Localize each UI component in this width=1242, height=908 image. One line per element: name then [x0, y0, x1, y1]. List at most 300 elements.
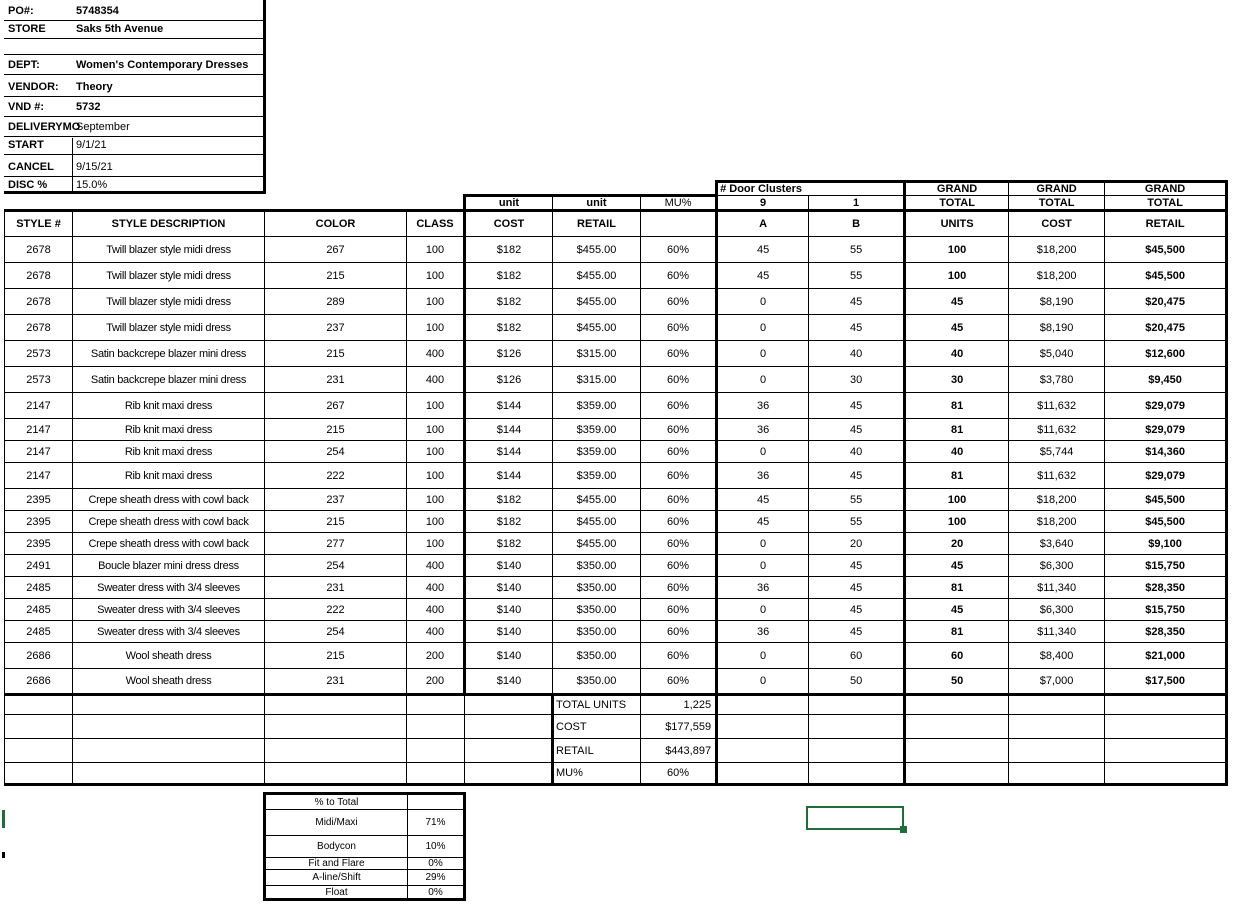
- mu-cell[interactable]: 60%: [641, 621, 717, 643]
- tretail-cell[interactable]: $28,350: [1105, 621, 1227, 643]
- cost-cell[interactable]: $182: [465, 511, 553, 533]
- style-cell[interactable]: 2395: [5, 489, 73, 511]
- cost-cell[interactable]: $126: [465, 341, 553, 367]
- cluster-a-cell[interactable]: 0: [717, 555, 809, 577]
- cost-cell[interactable]: $144: [465, 441, 553, 463]
- cluster-9-header[interactable]: 9: [717, 196, 809, 211]
- tcost-cell[interactable]: $3,640: [1009, 533, 1105, 555]
- cost-cell[interactable]: $140: [465, 555, 553, 577]
- color-cell[interactable]: 289: [265, 289, 407, 315]
- total-units-value[interactable]: 1,225: [641, 695, 717, 715]
- cluster-a-cell[interactable]: 0: [717, 441, 809, 463]
- tcost-cell[interactable]: $8,190: [1009, 289, 1105, 315]
- table-row: [5, 419, 1227, 441]
- desc-cell[interactable]: Crepe sheath dress with cowl back: [73, 533, 265, 555]
- cluster-b-cell[interactable]: 40: [809, 441, 905, 463]
- cluster-b-cell[interactable]: 55: [809, 489, 905, 511]
- tretail-cell[interactable]: $14,360: [1105, 441, 1227, 463]
- tretail-cell[interactable]: $20,475: [1105, 289, 1227, 315]
- table-row: [5, 621, 1227, 643]
- desc-cell[interactable]: Rib knit maxi dress: [73, 463, 265, 489]
- mu-cell[interactable]: 60%: [641, 419, 717, 441]
- tcost-cell[interactable]: $7,000: [1009, 669, 1105, 695]
- class-cell[interactable]: 100: [407, 315, 465, 341]
- class-cell[interactable]: 400: [407, 367, 465, 393]
- class-cell[interactable]: 400: [407, 577, 465, 599]
- po-row[interactable]: [4, 2, 266, 21]
- cluster-a-cell[interactable]: 36: [717, 577, 809, 599]
- style-cell[interactable]: 2147: [5, 419, 73, 441]
- cluster-a-cell[interactable]: 0: [717, 669, 809, 695]
- desc-col-header[interactable]: STYLE DESCRIPTION: [73, 211, 265, 237]
- style-cell[interactable]: 2485: [5, 621, 73, 643]
- tcost-cell[interactable]: $11,632: [1009, 463, 1105, 489]
- tcost-cell[interactable]: $5,744: [1009, 441, 1105, 463]
- start-row[interactable]: [4, 136, 266, 155]
- gretail-col-header[interactable]: RETAIL: [1105, 211, 1227, 237]
- style-cell[interactable]: 2678: [5, 263, 73, 289]
- tcost-cell[interactable]: $8,190: [1009, 315, 1105, 341]
- door-clusters-header[interactable]: # Door Clusters: [717, 182, 905, 196]
- cluster-a-cell[interactable]: 45: [717, 237, 809, 263]
- tcost-cell[interactable]: $11,632: [1009, 419, 1105, 441]
- color-cell[interactable]: 231: [265, 669, 407, 695]
- delivery-row[interactable]: [4, 116, 266, 137]
- mix-label[interactable]: Fit and Flare: [265, 858, 408, 870]
- mix-row: [265, 836, 465, 858]
- retail-cell[interactable]: $315.00: [553, 367, 641, 393]
- mu-header[interactable]: MU%: [641, 196, 717, 211]
- tretail-cell[interactable]: $29,079: [1105, 419, 1227, 441]
- mix-title-value[interactable]: [408, 794, 465, 810]
- retail-cell[interactable]: $455.00: [553, 237, 641, 263]
- units-cell[interactable]: 30: [905, 367, 1009, 393]
- desc-cell[interactable]: Satin backcrepe blazer mini dress: [73, 367, 265, 393]
- desc-cell[interactable]: Rib knit maxi dress: [73, 441, 265, 463]
- cost-cell[interactable]: $144: [465, 393, 553, 419]
- units-cell[interactable]: 45: [905, 555, 1009, 577]
- mix-value[interactable]: 0%: [408, 886, 465, 900]
- style-cell[interactable]: 2573: [5, 367, 73, 393]
- vendor-value: Theory: [76, 81, 113, 93]
- color-cell[interactable]: 254: [265, 441, 407, 463]
- style-cell[interactable]: 2485: [5, 577, 73, 599]
- mu-cell[interactable]: 60%: [641, 441, 717, 463]
- retail-col-header[interactable]: RETAIL: [553, 211, 641, 237]
- cluster-b-cell[interactable]: 45: [809, 393, 905, 419]
- color-cell[interactable]: 277: [265, 533, 407, 555]
- retail-cell[interactable]: $359.00: [553, 419, 641, 441]
- desc-cell[interactable]: Twill blazer style midi dress: [73, 237, 265, 263]
- cluster-a-cell[interactable]: 36: [717, 463, 809, 489]
- cluster-b-cell[interactable]: 45: [809, 599, 905, 621]
- style-cell[interactable]: 2395: [5, 533, 73, 555]
- color-cell[interactable]: 215: [265, 419, 407, 441]
- tcost-cell[interactable]: $8,400: [1009, 643, 1105, 669]
- retail-cell[interactable]: $350.00: [553, 643, 641, 669]
- dept-row[interactable]: [4, 54, 266, 75]
- class-cell[interactable]: 100: [407, 511, 465, 533]
- color-cell[interactable]: 231: [265, 367, 407, 393]
- tcost-cell[interactable]: $6,300: [1009, 599, 1105, 621]
- mu-cell[interactable]: 60%: [641, 341, 717, 367]
- class-cell[interactable]: 400: [407, 555, 465, 577]
- units-cell[interactable]: 81: [905, 419, 1009, 441]
- color-cell[interactable]: 215: [265, 263, 407, 289]
- cost-cell[interactable]: $140: [465, 643, 553, 669]
- mix-value[interactable]: 0%: [408, 858, 465, 870]
- mix-label[interactable]: A-line/Shift: [265, 870, 408, 886]
- mix-table: [263, 792, 466, 901]
- units-cell[interactable]: 81: [905, 621, 1009, 643]
- retail-cell[interactable]: $455.00: [553, 289, 641, 315]
- color-cell[interactable]: 215: [265, 341, 407, 367]
- cost-cell[interactable]: $126: [465, 367, 553, 393]
- units-cell[interactable]: 20: [905, 533, 1009, 555]
- total-retail-header[interactable]: TOTAL: [1105, 196, 1227, 211]
- cluster-b-cell[interactable]: 55: [809, 511, 905, 533]
- cluster-b-cell[interactable]: 45: [809, 621, 905, 643]
- cost-col-header[interactable]: COST: [465, 211, 553, 237]
- cluster-b-cell[interactable]: 45: [809, 315, 905, 341]
- retail-cell[interactable]: $455.00: [553, 533, 641, 555]
- class-cell[interactable]: 200: [407, 643, 465, 669]
- cluster-b-cell[interactable]: 20: [809, 533, 905, 555]
- store-value: Saks 5th Avenue: [76, 23, 164, 35]
- desc-cell[interactable]: Rib knit maxi dress: [73, 393, 265, 419]
- mu-cell[interactable]: 60%: [641, 393, 717, 419]
- class-cell[interactable]: 200: [407, 669, 465, 695]
- grand-retail-header[interactable]: GRAND: [1105, 182, 1227, 196]
- mix-label[interactable]: Midi/Maxi: [265, 810, 408, 836]
- retail-cell[interactable]: $359.00: [553, 393, 641, 419]
- class-cell[interactable]: 400: [407, 341, 465, 367]
- units-cell[interactable]: 100: [905, 237, 1009, 263]
- tcost-cell[interactable]: $18,200: [1009, 489, 1105, 511]
- mu-cell[interactable]: 60%: [641, 367, 717, 393]
- cost-cell[interactable]: $140: [465, 577, 553, 599]
- class-cell[interactable]: 100: [407, 393, 465, 419]
- desc-cell[interactable]: Boucle blazer mini dress dress: [73, 555, 265, 577]
- mu-cell[interactable]: 60%: [641, 237, 717, 263]
- mu-cell[interactable]: 60%: [641, 669, 717, 695]
- cluster-a-header[interactable]: A: [717, 211, 809, 237]
- class-cell[interactable]: 100: [407, 533, 465, 555]
- mix-value[interactable]: 10%: [408, 836, 465, 858]
- tretail-cell[interactable]: $9,450: [1105, 367, 1227, 393]
- units-cell[interactable]: 81: [905, 393, 1009, 419]
- style-cell[interactable]: 2485: [5, 599, 73, 621]
- cluster-a-cell[interactable]: 0: [717, 599, 809, 621]
- color-cell[interactable]: 254: [265, 621, 407, 643]
- color-cell[interactable]: 267: [265, 237, 407, 263]
- table-row: [5, 669, 1227, 695]
- class-cell[interactable]: 400: [407, 599, 465, 621]
- desc-cell[interactable]: Satin backcrepe blazer mini dress: [73, 341, 265, 367]
- tcost-cell[interactable]: $11,632: [1009, 393, 1105, 419]
- class-cell[interactable]: 100: [407, 419, 465, 441]
- class-cell[interactable]: 100: [407, 463, 465, 489]
- cluster-b-cell[interactable]: 40: [809, 341, 905, 367]
- mu-cell[interactable]: 60%: [641, 511, 717, 533]
- retail-cell[interactable]: $350.00: [553, 555, 641, 577]
- grand-cost-header[interactable]: GRAND: [1009, 182, 1105, 196]
- units-cell[interactable]: 81: [905, 463, 1009, 489]
- units-cell[interactable]: 45: [905, 599, 1009, 621]
- tretail-cell[interactable]: $28,350: [1105, 577, 1227, 599]
- tcost-cell[interactable]: $18,200: [1009, 511, 1105, 533]
- style-cell[interactable]: 2678: [5, 315, 73, 341]
- cluster-b-header[interactable]: B: [809, 211, 905, 237]
- color-col-header[interactable]: COLOR: [265, 211, 407, 237]
- color-cell[interactable]: 254: [265, 555, 407, 577]
- mu-cell[interactable]: 60%: [641, 643, 717, 669]
- style-cell[interactable]: 2573: [5, 341, 73, 367]
- desc-cell[interactable]: Wool sheath dress: [73, 643, 265, 669]
- style-cell[interactable]: 2491: [5, 555, 73, 577]
- tretail-cell[interactable]: $20,475: [1105, 315, 1227, 341]
- cost-cell[interactable]: $182: [465, 533, 553, 555]
- retail-cell[interactable]: $455.00: [553, 315, 641, 341]
- retail-cell[interactable]: $455.00: [553, 489, 641, 511]
- table-row: [5, 441, 1227, 463]
- cluster-a-cell[interactable]: 0: [717, 289, 809, 315]
- cost-cell[interactable]: $144: [465, 463, 553, 489]
- mix-label[interactable]: Float: [265, 886, 408, 900]
- total-retail-label[interactable]: RETAIL: [553, 739, 641, 763]
- style-cell[interactable]: 2678: [5, 289, 73, 315]
- desc-cell[interactable]: Twill blazer style midi dress: [73, 315, 265, 341]
- cluster-b-cell[interactable]: 45: [809, 419, 905, 441]
- cluster-a-cell[interactable]: 36: [717, 621, 809, 643]
- cluster-b-cell[interactable]: 55: [809, 263, 905, 289]
- cluster-b-cell[interactable]: 55: [809, 237, 905, 263]
- style-cell[interactable]: 2678: [5, 237, 73, 263]
- retail-cell[interactable]: $350.00: [553, 577, 641, 599]
- disc-value: 15.0%: [76, 179, 108, 191]
- mu-cell[interactable]: 60%: [641, 263, 717, 289]
- tcost-cell[interactable]: $3,780: [1009, 367, 1105, 393]
- style-cell[interactable]: 2686: [5, 669, 73, 695]
- units-cell[interactable]: 45: [905, 315, 1009, 341]
- vendor-row[interactable]: [4, 76, 266, 97]
- vnd-row[interactable]: [4, 96, 266, 117]
- cluster-b-cell[interactable]: 60: [809, 643, 905, 669]
- class-cell[interactable]: 100: [407, 289, 465, 315]
- color-cell[interactable]: 267: [265, 393, 407, 419]
- cluster-b-cell[interactable]: 45: [809, 577, 905, 599]
- total-cost-label[interactable]: COST: [553, 715, 641, 739]
- po-value: 5748354: [76, 5, 119, 17]
- style-cell[interactable]: 2147: [5, 393, 73, 419]
- cluster-b-cell[interactable]: 50: [809, 669, 905, 695]
- mu-cell[interactable]: 60%: [641, 577, 717, 599]
- mu-cell[interactable]: 60%: [641, 289, 717, 315]
- color-cell[interactable]: 231: [265, 577, 407, 599]
- tretail-cell[interactable]: $29,079: [1105, 393, 1227, 419]
- mu-col-header[interactable]: [641, 211, 717, 237]
- retail-cell[interactable]: $359.00: [553, 463, 641, 489]
- cluster-a-cell[interactable]: 0: [717, 341, 809, 367]
- store-row[interactable]: [4, 20, 266, 39]
- style-cell[interactable]: 2395: [5, 511, 73, 533]
- cancel-row[interactable]: [4, 156, 266, 177]
- tretail-cell[interactable]: $12,600: [1105, 341, 1227, 367]
- tretail-cell[interactable]: $17,500: [1105, 669, 1227, 695]
- cost-cell[interactable]: $140: [465, 599, 553, 621]
- total-cost-header[interactable]: TOTAL: [1009, 196, 1105, 211]
- delivery-value: September: [76, 121, 130, 133]
- desc-cell[interactable]: Wool sheath dress: [73, 669, 265, 695]
- cluster-a-cell[interactable]: 0: [717, 315, 809, 341]
- mu-cell[interactable]: 60%: [641, 555, 717, 577]
- start-value: 9/1/21: [76, 139, 107, 151]
- mu-cell[interactable]: 60%: [641, 599, 717, 621]
- color-cell[interactable]: 215: [265, 511, 407, 533]
- total-retail-value[interactable]: $443,897: [641, 739, 717, 763]
- total-units-header[interactable]: TOTAL: [905, 196, 1009, 211]
- retail-cell[interactable]: $350.00: [553, 621, 641, 643]
- cluster-a-cell[interactable]: 36: [717, 393, 809, 419]
- cluster-a-cell[interactable]: 0: [717, 533, 809, 555]
- cluster-1-header[interactable]: 1: [809, 196, 905, 211]
- class-cell[interactable]: 100: [407, 441, 465, 463]
- tcost-cell[interactable]: $5,040: [1009, 341, 1105, 367]
- tretail-cell[interactable]: $29,079: [1105, 463, 1227, 489]
- cluster-a-cell[interactable]: 36: [717, 419, 809, 441]
- class-cell[interactable]: 100: [407, 237, 465, 263]
- desc-cell[interactable]: Rib knit maxi dress: [73, 419, 265, 441]
- class-cell[interactable]: 100: [407, 489, 465, 511]
- units-cell[interactable]: 100: [905, 263, 1009, 289]
- cost-cell[interactable]: $182: [465, 289, 553, 315]
- mix-rows: [265, 810, 465, 900]
- tretail-cell[interactable]: $15,750: [1105, 599, 1227, 621]
- tcost-cell[interactable]: $18,200: [1009, 237, 1105, 263]
- cluster-a-cell[interactable]: 0: [717, 367, 809, 393]
- cluster-b-cell[interactable]: 45: [809, 289, 905, 315]
- retail-cell[interactable]: $455.00: [553, 263, 641, 289]
- class-cell[interactable]: 100: [407, 263, 465, 289]
- mix-label[interactable]: Bodycon: [265, 836, 408, 858]
- selected-cell[interactable]: [806, 806, 904, 830]
- tretail-cell[interactable]: $45,500: [1105, 511, 1227, 533]
- tcost-cell[interactable]: $18,200: [1009, 263, 1105, 289]
- style-col-header[interactable]: STYLE #: [5, 211, 73, 237]
- retail-cell[interactable]: $455.00: [553, 511, 641, 533]
- tretail-cell[interactable]: $45,500: [1105, 263, 1227, 289]
- mix-value[interactable]: 71%: [408, 810, 465, 836]
- table-row: [5, 315, 1227, 341]
- desc-cell[interactable]: Twill blazer style midi dress: [73, 289, 265, 315]
- color-cell[interactable]: 222: [265, 463, 407, 489]
- color-cell[interactable]: 215: [265, 643, 407, 669]
- mix-value[interactable]: 29%: [408, 870, 465, 886]
- mix-row: [265, 870, 465, 886]
- tretail-cell[interactable]: $15,750: [1105, 555, 1227, 577]
- style-cell[interactable]: 2147: [5, 463, 73, 489]
- units-cell[interactable]: 40: [905, 341, 1009, 367]
- retail-cell[interactable]: $350.00: [553, 599, 641, 621]
- cost-cell[interactable]: $144: [465, 419, 553, 441]
- unit-cost-header[interactable]: unit: [465, 196, 553, 211]
- cost-cell[interactable]: $182: [465, 237, 553, 263]
- retail-cell[interactable]: $350.00: [553, 669, 641, 695]
- retail-cell[interactable]: $359.00: [553, 441, 641, 463]
- total-units-label[interactable]: TOTAL UNITS: [553, 695, 641, 715]
- tretail-cell[interactable]: $45,500: [1105, 489, 1227, 511]
- units-cell[interactable]: 81: [905, 577, 1009, 599]
- units-cell[interactable]: 50: [905, 669, 1009, 695]
- class-col-header[interactable]: CLASS: [407, 211, 465, 237]
- unit-retail-header[interactable]: unit: [553, 196, 641, 211]
- tretail-cell[interactable]: $21,000: [1105, 643, 1227, 669]
- mu-cell[interactable]: 60%: [641, 315, 717, 341]
- cancel-label: CANCEL: [8, 161, 54, 173]
- style-cell[interactable]: 2147: [5, 441, 73, 463]
- cluster-a-cell[interactable]: 45: [717, 511, 809, 533]
- mu-cell[interactable]: 60%: [641, 489, 717, 511]
- retail-cell[interactable]: $315.00: [553, 341, 641, 367]
- units-cell[interactable]: 100: [905, 489, 1009, 511]
- cluster-a-cell[interactable]: 45: [717, 489, 809, 511]
- tcost-cell[interactable]: $11,340: [1009, 577, 1105, 599]
- desc-cell[interactable]: Sweater dress with 3/4 sleeves: [73, 599, 265, 621]
- cost-cell[interactable]: $182: [465, 315, 553, 341]
- total-cost-value[interactable]: $177,559: [641, 715, 717, 739]
- tcost-cell[interactable]: $6,300: [1009, 555, 1105, 577]
- cost-cell[interactable]: $140: [465, 621, 553, 643]
- desc-cell[interactable]: Twill blazer style midi dress: [73, 263, 265, 289]
- desc-cell[interactable]: Sweater dress with 3/4 sleeves: [73, 621, 265, 643]
- mu-cell[interactable]: 60%: [641, 533, 717, 555]
- desc-cell[interactable]: Crepe sheath dress with cowl back: [73, 489, 265, 511]
- cost-cell[interactable]: $182: [465, 263, 553, 289]
- grand-units-header[interactable]: GRAND: [905, 182, 1009, 196]
- cluster-a-cell[interactable]: 45: [717, 263, 809, 289]
- desc-cell[interactable]: Crepe sheath dress with cowl back: [73, 511, 265, 533]
- color-cell[interactable]: 237: [265, 315, 407, 341]
- cost-cell[interactable]: $140: [465, 669, 553, 695]
- style-cell[interactable]: 2686: [5, 643, 73, 669]
- desc-cell[interactable]: Sweater dress with 3/4 sleeves: [73, 577, 265, 599]
- cluster-b-cell[interactable]: 30: [809, 367, 905, 393]
- color-cell[interactable]: 222: [265, 599, 407, 621]
- color-cell[interactable]: 237: [265, 489, 407, 511]
- units-cell[interactable]: 40: [905, 441, 1009, 463]
- total-mu-value[interactable]: 60%: [641, 763, 717, 785]
- cost-cell[interactable]: $182: [465, 489, 553, 511]
- units-col-header[interactable]: UNITS: [905, 211, 1009, 237]
- total-mu-label[interactable]: MU%: [553, 763, 641, 785]
- table-row: [5, 599, 1227, 621]
- cluster-b-cell[interactable]: 45: [809, 463, 905, 489]
- mu-cell[interactable]: 60%: [641, 463, 717, 489]
- tcost-cell[interactable]: $11,340: [1009, 621, 1105, 643]
- mix-title[interactable]: % to Total: [265, 794, 408, 810]
- units-cell[interactable]: 45: [905, 289, 1009, 315]
- blank-row[interactable]: [4, 38, 266, 55]
- cluster-a-cell[interactable]: 0: [717, 643, 809, 669]
- fill-handle[interactable]: [900, 826, 907, 833]
- tretail-cell[interactable]: $45,500: [1105, 237, 1227, 263]
- units-cell[interactable]: 100: [905, 511, 1009, 533]
- cluster-b-cell[interactable]: 45: [809, 555, 905, 577]
- gcost-col-header[interactable]: COST: [1009, 211, 1105, 237]
- class-cell[interactable]: 400: [407, 621, 465, 643]
- tretail-cell[interactable]: $9,100: [1105, 533, 1227, 555]
- units-cell[interactable]: 60: [905, 643, 1009, 669]
